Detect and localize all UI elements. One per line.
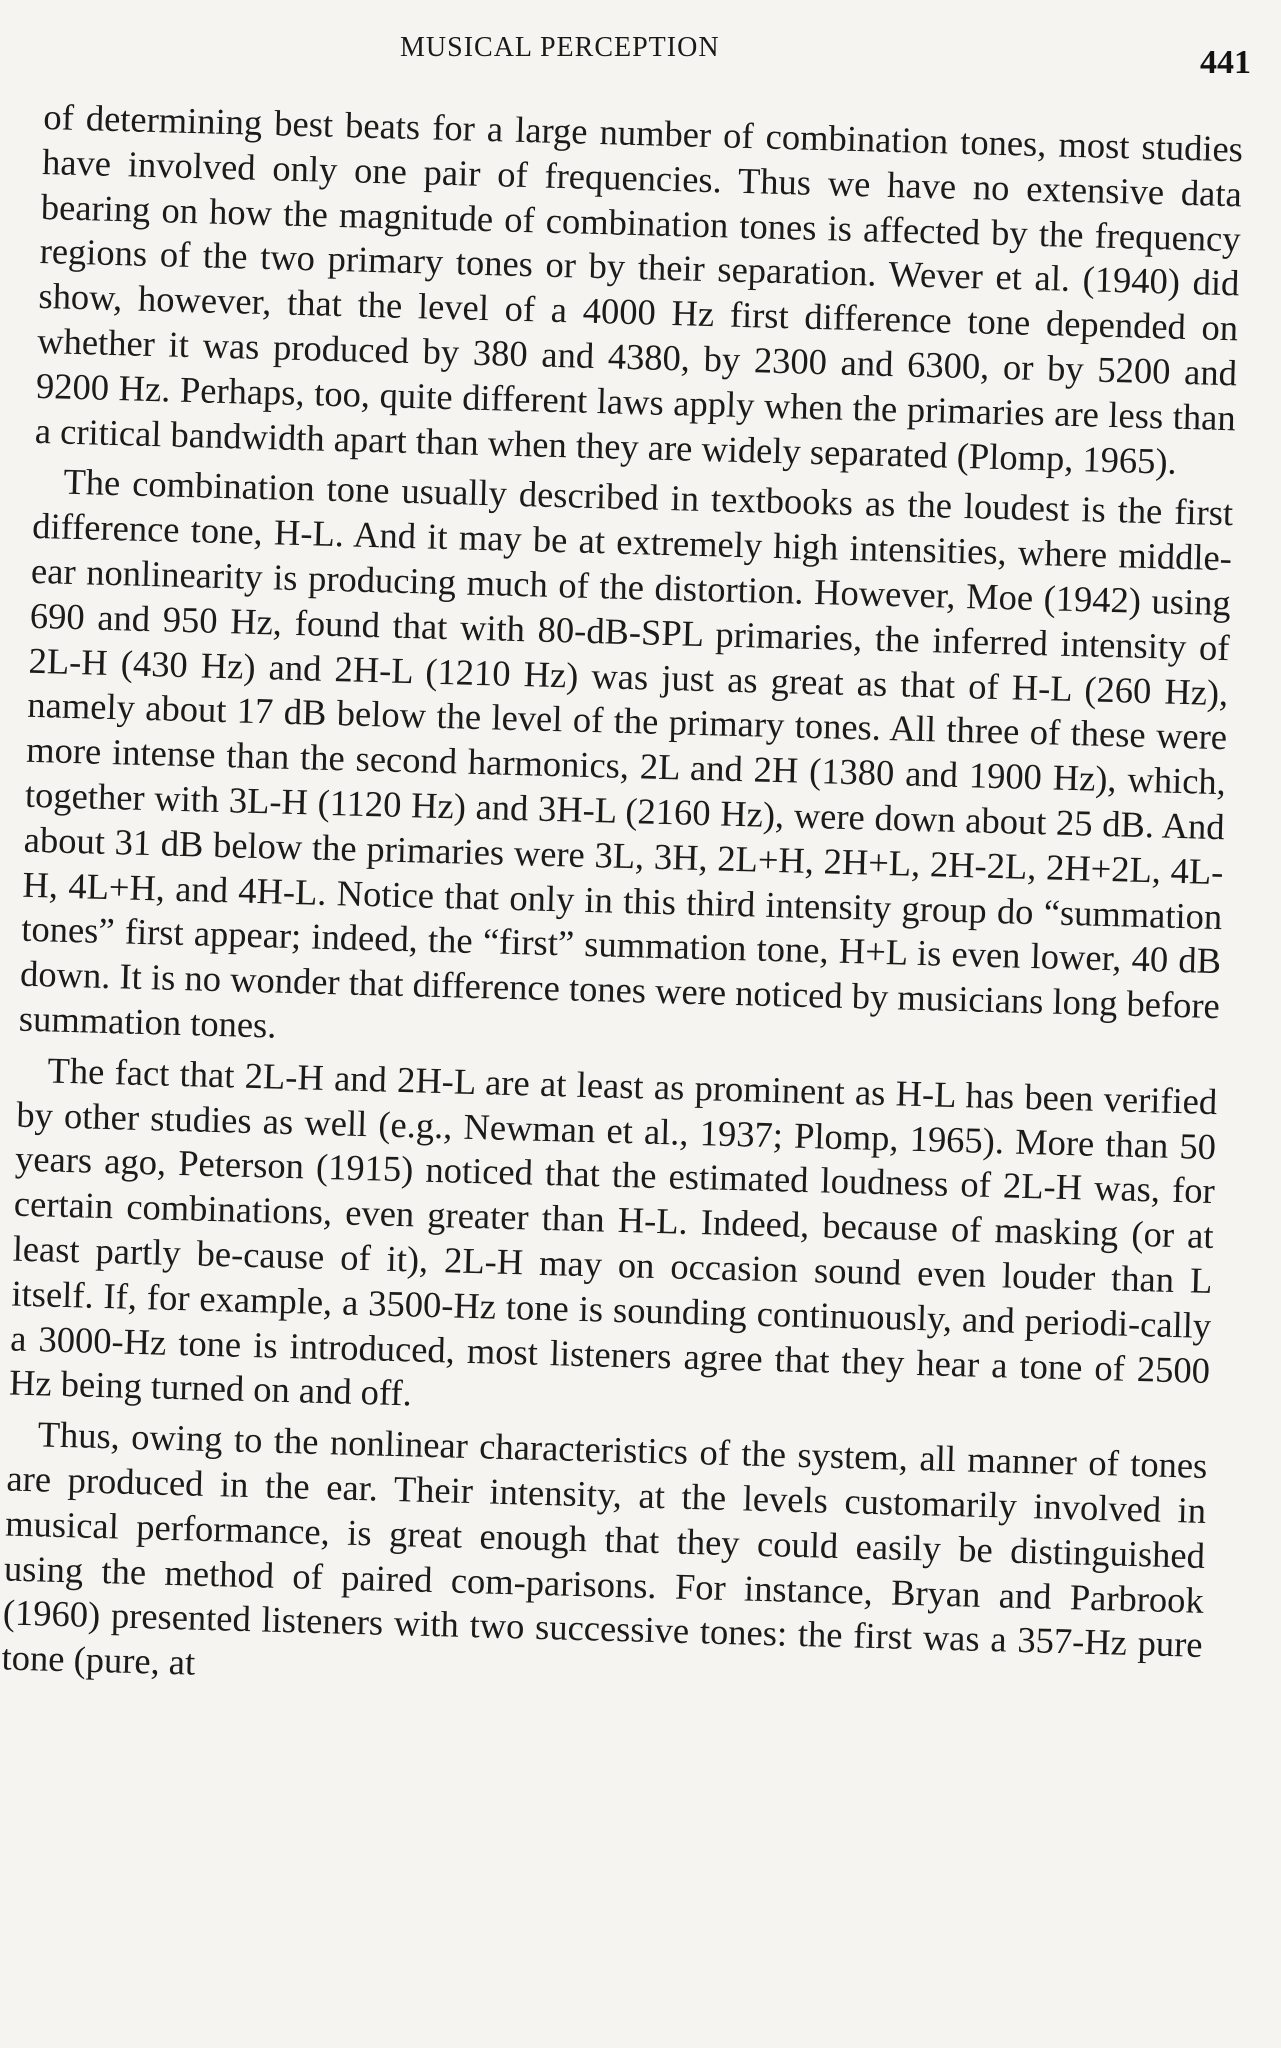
running-head: MUSICAL PERCEPTION xyxy=(400,32,720,63)
page-number: 441 xyxy=(1200,44,1251,81)
paragraph-2: The combination tone usually described in textbooks as the loudest is the first difference tone, H-L. And it may be at extremely high intensities, where middle-ear nonlinearity is producing much of the distortion. However, Moe (1942) using 690 and 950 Hz, found that with 80-dB-SPL primaries, the inferred intensity of 2L-H (430 Hz) and 2H-L (1210 Hz) was just as great as that of H-L (260 Hz), namely about 17 dB below the level of the primary tones. All three of these were more intense than the second harmonics, 2L and 2H (1380 and 1900 Hz), which, together with 3L-H (1120 Hz) and 3H-L (2160 Hz), were down about 25 dB. And about 31 dB below the primaries were 3L, 3H, 2L+H, 2H+L, 2H-2L, 2H+2L, 4L-H, 4L+H, and 4H-L. Notice that only in this third intensity group do “summation tones” first appear; indeed, the “first” summation tone, H+L is even lower, 40 dB down. It is no wonder that difference tones were noticed by musicians long before summation tones. xyxy=(18,461,1234,1046)
paragraph-3: The fact that 2L-H and 2H-L are at least as prominent as H-L has been verified by other studies as well (e.g., Newman et al., 1937; Plomp, 1965). More than 50 years ago, Peterson (1915) noticed that the estimated loudness of 2L-H was, for certain combinations, even greater than H-L. Indeed, because of masking (or at least partly be-cause of it), 2L-H may on occasion sound even louder than L itself. If, for example, a 3500-Hz tone is sounding continuously, and periodi-cally a 3000-Hz tone is introduced, most listeners agree that they hear a tone of 2500 Hz being turned on and off. xyxy=(8,1049,1218,1414)
body-text xyxy=(1,95,1244,1719)
paragraph-1: of determining best beats for a large number of combination tones, most studies have involved only one pair of frequencies. Thus we have no extensive data bearing on how the magnitude of combination tones is affected by the frequency regions of the two primary tones or by their separation. Wever et al. (1940) did show, however, that the level of a 4000 Hz first difference tone depended on whether it was produced by 380 and 4380, by 2300 and 6300, or by 5200 and 9200 Hz. Perhaps, too, quite different laws apply when the primaries are less than a critical bandwidth apart than when they are widely separated (Plomp, 1965). xyxy=(34,95,1244,482)
paragraph-4: Thus, owing to the nonlinear characteristics of the system, all manner of tones are produced in the ear. Their intensity, at the levels customarily involved in musical performance, is great enough that they could easily be distinguished using the method of paired com-parisons. For instance, Bryan and Parbrook (1960) presented listeners with two successive tones: the first was a 357-Hz pure tone (pure, at xyxy=(1,1413,1208,1683)
